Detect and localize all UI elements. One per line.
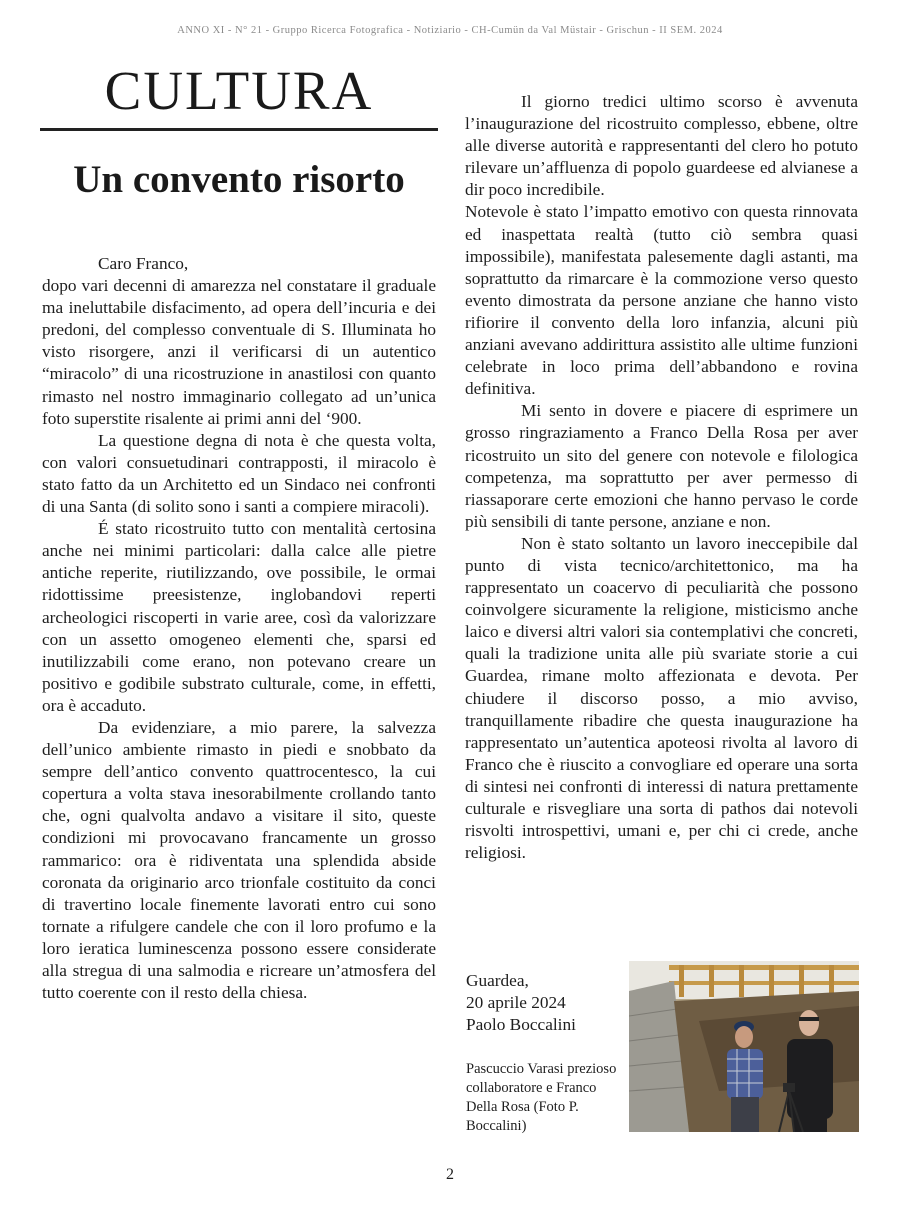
left-column xyxy=(42,253,436,1004)
paragraph: Non è stato soltanto un lavoro ineccepibile dal punto di vista tecnico/architettonico, ma ha rappresentato un coacervo di peculiarità che possono coinvolgere sicuramente la religione, misticismo anche laico e diversi altri valori sia contemplativi che concreti, quali la tradizione unita alle più svariate storie a cui Guardea, rimane molto affezionata e devota. Per chiudere il discorso posso, a mio avviso, tranquillamente ribadire che questa inaugurazione ha rappresentato un’autentica apoteosi rivolta al lavoro di Franco che è riuscito a convogliare ed operare una sorta di sintesi nei confronti di interessi di natura prettamente culturale e risvegliare una sorta di pathos dai notevoli risvolti introspettivi, umani e, per chi ci crede, anche religiosi. xyxy=(465,533,858,863)
signature-place: Guardea, xyxy=(466,971,529,990)
right-column xyxy=(465,91,858,864)
signature-block xyxy=(466,970,576,1036)
paragraph: Il giorno tredici ultimo scorso è avvenuta l’inaugurazione del ricostruito complesso, ebbene, oltre alle diverse autorità e rappresentanti del clero ho potuto rilevare un’affluenza di popolo guardeese ed alvianese a dir poco incredibile. xyxy=(465,92,858,200)
photo xyxy=(629,961,859,1132)
signature-author: Paolo Boccalini xyxy=(466,1015,576,1035)
paragraph: Mi sento in dovere e piacere di esprimere un grosso ringraziamento a Franco Della Rosa per aver ricostruito un sito del genere con notevole e filologica competenza, ma soprattutto per aver permesso di riassaporare certe emozioni che hanno pervaso le corde più sensibili di tante persone, anziane e non. xyxy=(465,401,858,531)
title-rule xyxy=(40,128,438,131)
signature-date: 20 aprile 2024 xyxy=(466,993,566,1013)
section-title: CULTURA xyxy=(104,60,374,121)
salutation: Caro Franco, xyxy=(98,254,189,273)
page-number: 2 xyxy=(446,1166,454,1183)
paragraph: Da evidenziare, a mio parere, la salvezza dell’unico ambiente rimasto in piedi e snobbato da sempre dell’antico convento quattrocentesco, la cui copertura a volta stava inesorabilmente crollando tanto che, ogni qualvolta andavo a visitare il sito, queste condizioni mi provocavano francamente un grosso rammarico: ora è ridiventata una splendida abside coronata da originario arco trionfale costituito da conci di travertino locale finemente lavorati entro cui sono tornate a rifulgere candele che con il loro profumo e la loro ieratica luminescenza possono essere considerate alla stregua di una salmodia e ricreare un’atmosfera del tutto coerente con il resto della chiesa. xyxy=(42,717,436,1003)
photo-caption: Pascuccio Varasi prezioso collaboratore e Franco Della Rosa (Foto P. Boccalini) xyxy=(466,1061,617,1134)
paragraph: La questione degna di nota è che questa volta, con valori consuetudinari contrapposti, il miracolo è stato fatto da un Architetto ed un Sindaco nei confronti di una Santa (di solito sono i santi a compiere miracoli). xyxy=(42,430,436,517)
running-header: ANNO XI - N° 21 - Gruppo Ricerca Fotografica - Notiziario - CH-Cumün da Val Müstair - Grischun - II SEM. 2024 xyxy=(177,25,723,36)
paragraph: É stato ricostruito tutto con mentalità certosina anche nei minimi particolari: dalla calce alle pietre antiche reperite, riutilizzando, ove possibile, le ormai ridottissime preesistenze, inglobandovi reperti archeologici riscoperti in varie aree, così da valorizzare con un assetto omogeneo elementi che, sparsi ed inutilizzabili come erano, non potevano creare un positivo e godibile substrato culturale, come, in effetti, ora è accaduto. xyxy=(42,519,436,715)
paragraph: dopo vari decenni di amarezza nel constatare il graduale ma ineluttabile disfacimento, ad opera dell’incuria e dei predoni, del complesso conventuale di S. Illuminata ho visto risorgere, anzi il verificarsi di un autentico “miracolo” di una ricostruzione in anastilosi con quanto rimasto nel nostro immaginario collegato ad un’unica foto superstite risalente ai primi anni del ‘900. xyxy=(42,276,436,428)
article-title: Un convento risorto xyxy=(73,158,405,201)
paragraph: Notevole è stato l’impatto emotivo con questa rinnovata ed inaspettata realtà (tutto ciò sembra quasi impossibile), manifestata palesemente dagli astanti, ma soprattutto da rimarcare è la commozione verso questo evento dimostrata da persone anziane che hanno visto rifiorire il convento della loro infanzia, alcuni più anziani avevano addirittura assistito alle ultime funzioni celebrate in loco prima dell’abbandono e rovina definitiva. xyxy=(465,202,858,399)
